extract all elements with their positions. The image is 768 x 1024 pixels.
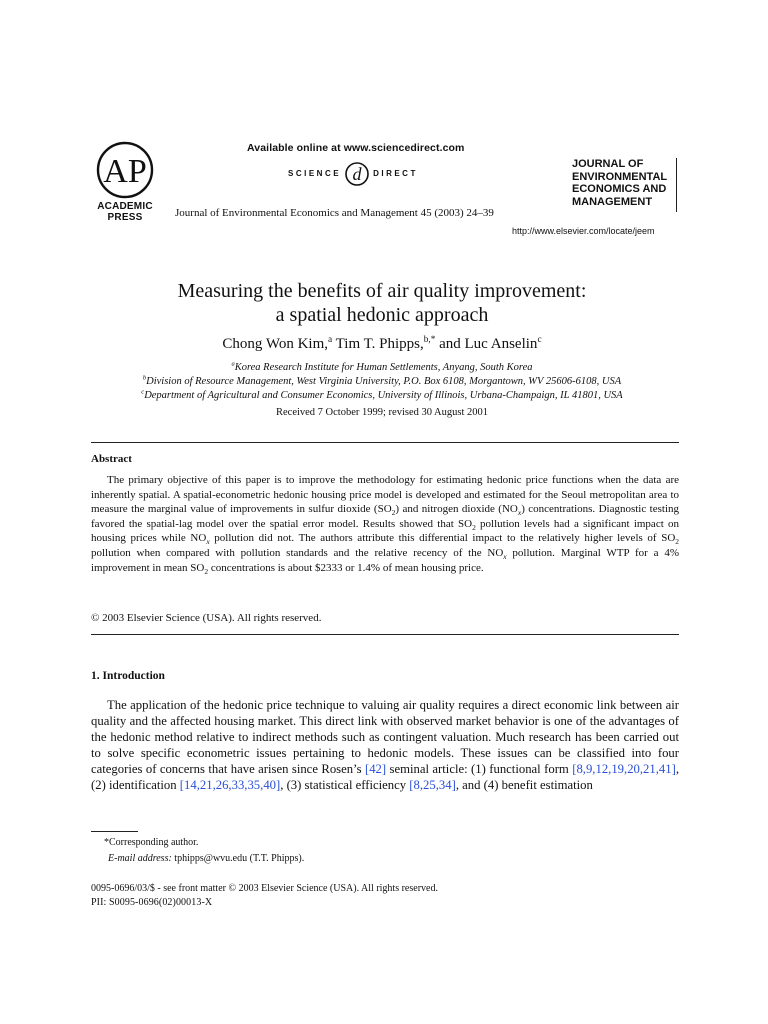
citation-link[interactable]: [8,25,34] (409, 778, 456, 793)
academic-press-logo (84, 140, 166, 223)
abstract-copyright: © 2003 Elsevier Science (USA). All rights reserved. (91, 612, 322, 624)
footnote-corresponding-author: *Corresponding author. (104, 837, 199, 848)
svg-text:d: d (352, 164, 362, 184)
author-list: Chong Won Kim,$^a$ Tim T. Phipps,$^{b,*}$ and Luc Anselin$^c$ (222, 335, 542, 352)
abstract-bottom-rule (91, 634, 679, 635)
journal-title-block: JOURNAL OF ENVIRONMENTAL ECONOMICS AND MANAGEMENT (572, 158, 668, 208)
sciencedirect-left-word: SCIENCE (288, 168, 342, 178)
citation-link[interactable]: [14,21,26,33,35,40] (179, 778, 281, 793)
author-kim: Chong Won Kim, (222, 336, 329, 352)
affiliation-a: $^a$Korea Research Institute for Human Settlements, Anyang, South Korea (231, 360, 533, 373)
svg-text:AP: AP (103, 153, 147, 190)
section-heading-introduction: 1. Introduction (91, 670, 165, 682)
footnote-email: E-mail address: tphipps@wvu.edu (T.T. Phipps). (108, 853, 305, 864)
abstract-body: The primary objective of this paper is to improve the methodology for estimating hedonic price functions when the data are inherently spatial. A spatial-econometric hedonic housing price model is developed and estimated for the Seoul metropolitan area to measure the marginal value of improvements in sulfur dioxide $(SO_2)$ and nitrogen dioxide $(NO_x)$ concentrations. Diagnostic testing favored the spatial-lag model over the spatial error model. Results showed that $SO_2$ pollution levels had a significant impact on housing prices while $NO_x$ pollution did not. The authors attribute this differential impact to the relatively higher levels of $SO_2$ pollution when compared with pollution standards and the relative recency of the $NO_x$ pollution. Marginal WTP for a 4% improvement in mean $SO_2$ concentrations is about $2333 or 1.4% of mean housing price. (91, 474, 680, 576)
publisher-name: ACADEMIC PRESS (97, 201, 153, 223)
journal-url: http://www.elsevier.com/locate/jeem (512, 226, 655, 236)
abstract-top-rule (91, 442, 679, 443)
journal-citation: Journal of Environmental Economics and Management 45 (2003) 24–39 (175, 207, 494, 219)
citation-link[interactable]: [42] (364, 762, 387, 777)
front-matter-line: 0095-0696/03/$ - see front matter © 2003 Elsevier Science (USA). All rights reserved. (91, 883, 438, 894)
pii-line: PII: S0095-0696(02)00013-X (91, 897, 213, 908)
abstract-heading: Abstract (91, 453, 132, 465)
received-dates: Received 7 October 1999; revised 30 August 2001 (276, 407, 488, 418)
article-title: Measuring the benefits of air quality improvement: a spatial hedonic approach (177, 280, 587, 326)
author-phipps: Tim T. Phipps, (332, 336, 424, 352)
journal-title-bar (676, 158, 677, 212)
affiliation-b: $^b$Division of Resource Management, West Virginia University, P.O. Box 6108, Morgantown, WV 25606-6108, USA (142, 374, 622, 387)
available-online-text: Available online at www.sciencedirect.com (247, 142, 465, 154)
footnote-rule (91, 831, 138, 832)
email-address: tphipps@wvu.edu (T.T. Phipps). (171, 853, 305, 864)
sciencedirect-right-word: DIRECT (373, 168, 418, 178)
sciencedirect-logo (288, 158, 418, 188)
citation-link[interactable]: [8,9,12,19,20,21,41] (572, 762, 676, 777)
author-anselin: and Luc Anselin (435, 336, 538, 352)
ap-seal-icon (93, 140, 157, 200)
sciencedirect-d-icon (343, 159, 371, 187)
affiliation-c: $^c$Department of Agricultural and Consumer Economics, University of Illinois, Urbana-Champaign, IL 41801, USA (141, 388, 623, 401)
introduction-paragraph: The application of the hedonic price technique to valuing air quality requires a direct economic link between air quality and the affected housing market. This direct link with observed market behavior is one of the advantages of the hedonic method relative to indirect methods such as contingent valuation. Much research has been carried out to solve specific econometric issues pertaining to hedonic models. These issues can be classified into four categories of concerns that have arisen since Rosen’s [42] seminal article: (1) functional form [8,9,12,19,20,21,41], (2) identification [14,21,26,33,35,40], (3) statistical efficiency [8,25,34], and (4) benefit estimation (91, 698, 679, 793)
